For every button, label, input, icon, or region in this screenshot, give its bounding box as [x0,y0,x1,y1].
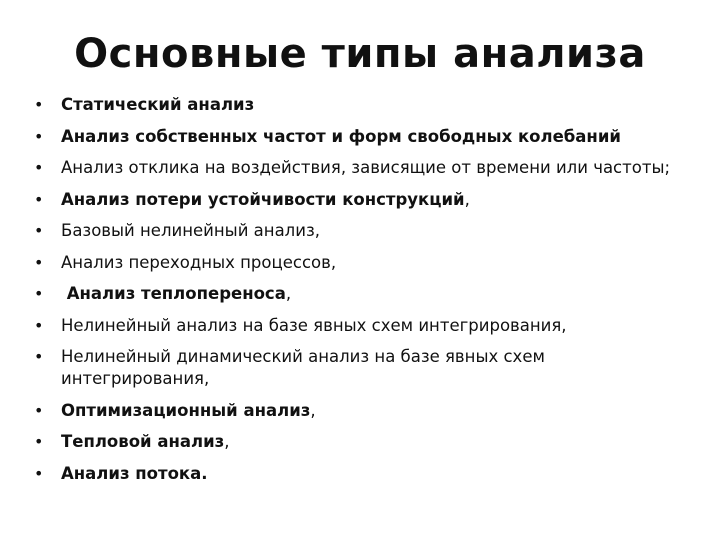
item-text: , [310,400,316,420]
list-item [34,252,674,274]
item-bold-text: Анализ потока. [61,463,208,483]
item-text: Нелинейный анализ на базе явных схем интегрирования, [61,315,567,335]
item-text: , [464,189,470,209]
item-text: Нелинейный динамический анализ на базе явных схем интегрирования, [61,347,545,388]
item-text: Анализ переходных процессов, [61,252,337,272]
list-item [34,189,674,211]
item-text: , [224,432,230,451]
list-item [34,220,674,242]
item-text: Анализ отклика на воздействия, зависящие от времени или частоты; [61,158,671,177]
list-item [34,463,674,485]
item-bold-text: Оптимизационный анализ [61,400,311,420]
item-bold-text: Тепловой анализ [61,432,225,451]
list-item [34,283,674,305]
item-bold-text: Анализ потери устойчивости конструкций [61,189,465,209]
list-item [34,400,674,422]
item-text: , [285,284,292,303]
slide-title: Основные типы анализа [74,31,646,77]
item-bold-text: Анализ теплопереноса [61,284,286,303]
item-bold-text: Анализ собственных частот и форм свободных колебаний [61,126,621,146]
list-item [34,157,674,179]
list-item [34,126,674,148]
list-item [34,346,674,390]
list-item [34,94,674,116]
item-text: Базовый нелинейный анализ, [61,221,320,240]
item-bold-text: Статический анализ [61,95,255,114]
list-item [34,431,674,453]
bullet-list [34,94,674,494]
list-item [34,315,674,337]
